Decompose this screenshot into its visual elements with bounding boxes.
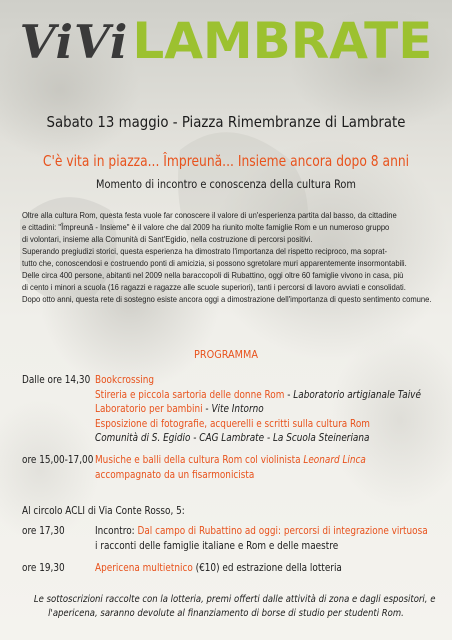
program-afternoon [22, 373, 442, 483]
activity-title: Stireria e piccola sartoria delle donne Rom [95, 388, 285, 401]
program-activity [95, 453, 366, 468]
footer-line: l'apericena, saranno devolute al finanziamento di borse di studio per studenti Rom. [48, 608, 404, 619]
activity-title: Laboratorio per bambini [95, 403, 203, 416]
acli-heading: Al circolo ACLI di Via Conte Rosso, 5: [22, 505, 185, 517]
logo-lambrate-text: LAMBRATE [132, 12, 433, 70]
activity-title: Musiche e balli della cultura Rom col violinista [95, 454, 304, 467]
program-row [22, 453, 442, 468]
program-activity [95, 402, 264, 417]
program-activity [95, 524, 428, 539]
intro-line: Delle circa 400 persone, abitanti nel 2009 nella baraccopoli di Rubattino, oggi oltre 60 famiglie vivono in casa, più [22, 271, 404, 280]
activity-title: Dal campo di Rubattino ad oggi: percorsi di integrazione virtuosa [137, 525, 428, 537]
programma-heading: PROGRAMMA [194, 348, 258, 361]
program-activity: accompagnato da un fisarmonicista [95, 468, 255, 481]
intro-paragraph [22, 210, 436, 306]
program-row [22, 561, 442, 576]
subheadline: Momento di incontro e conoscenza della cultura Rom [96, 177, 356, 191]
program-row [22, 431, 442, 453]
footer-line: Le sottoscrizioni raccolte con la lotteria, premi offerti dalle attività di zona e dagli espositori, e [33, 594, 436, 605]
program-time: ore 17,30 [22, 525, 65, 537]
intro-line: Superando pregiudizi storici, questa esperienza ha dimostrato l'importanza del rispetto reciproco, ma soprat- [22, 247, 388, 256]
logo-vivi-text: ViVi [19, 15, 129, 69]
program-row [22, 539, 442, 561]
intro-line: tutto che, conoscendosi e costruendo ponti di amicizia, si possono sgretolare muri apparentemente insormontabili. [22, 259, 407, 268]
intro-line: Oltre alla cultura Rom, questa festa vuole far conoscere il valore di un'esperienza partita dal basso, da cittadine [22, 211, 397, 220]
event-date-location: Sabato 13 maggio - Piazza Rimembranze di Lambrate [46, 113, 406, 131]
activity-organizer: Laboratorio artigianale Taivé [293, 388, 421, 401]
activity-separator: - [202, 403, 212, 416]
program-time: ore 15,00-17,00 [22, 454, 94, 467]
activity-separator: - [284, 388, 294, 401]
program-time: Dalle ore 14,30 [22, 374, 91, 386]
activity-organizer: Vite Intorno [211, 403, 264, 416]
program-row [22, 402, 442, 417]
event-logo [0, 12, 452, 70]
activity-label: Incontro: [95, 525, 138, 537]
program-activity: Bookcrossing [95, 374, 154, 386]
program-activity [95, 561, 342, 576]
activity-detail: (€10) ed estrazione della lotteria [192, 561, 342, 574]
headline: C'è vita in piazza... Împreună... Insieme ancora dopo 8 anni [42, 152, 410, 170]
activity-artist: Leonard Linca [303, 454, 366, 467]
program-row [22, 373, 442, 388]
program-row [22, 468, 442, 483]
intro-line: di volontari, insieme alla Comunità di Sant'Egidio, nella costruzione di percorsi positivi. [22, 235, 313, 244]
program-activity [95, 388, 421, 403]
intro-line: Dopo otto anni, questa rete di sostegno esiste ancora oggi a dimostrazione dell'importanza di questo sentimento comune. [22, 295, 432, 304]
program-time: ore 19,30 [22, 561, 65, 574]
activity-organizer: Comunità di S. Egidio - CAG Lambrate - La Scuola Steineriana [95, 432, 370, 445]
program-evening [22, 524, 442, 575]
program-row [22, 417, 442, 432]
intro-line: e cittadini: "Împreună - Insieme" è il valore che dal 2009 ha riunito molte famiglie Rom e un numeroso gruppo [22, 223, 390, 232]
program-activity: i racconti delle famiglie italiane e Rom e delle maestre [95, 539, 339, 552]
program-activity: Esposizione di fotografie, acquerelli e scritti sulla cultura Rom [95, 417, 370, 430]
intro-line: di cento i minori a scuola (16 ragazzi e ragazze alle scuole superiori), tanti i percorsi di lavoro avviati e consolidati. [22, 283, 406, 292]
program-row [22, 524, 442, 539]
activity-title: Apericena multietnico [95, 561, 193, 574]
footer-note [0, 593, 452, 621]
program-row [22, 388, 442, 403]
